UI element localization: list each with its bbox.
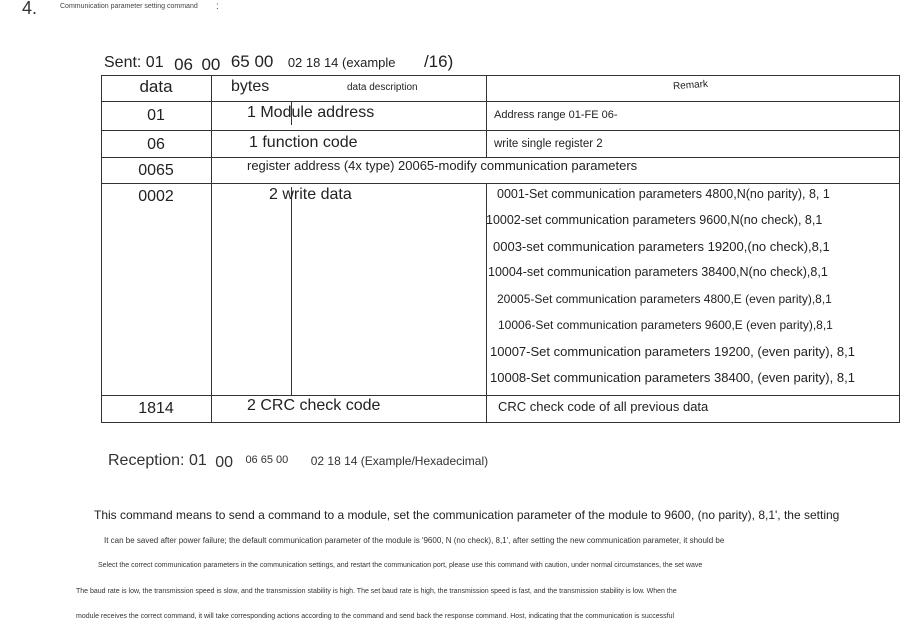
table-border-top	[101, 75, 900, 76]
write-data-remark: 10007-Set communication parameters 19200, (even parity), 8,1	[490, 344, 855, 359]
row-remark-cell: Address range 01-FE 06-	[494, 109, 618, 121]
sent-byte-00: 00	[201, 55, 221, 74]
reception-rest: 02 18 14 (Example/Hexadecimal)	[310, 454, 489, 468]
explanation-line: The baud rate is low, the transmission speed is slow, and the transmission stability is high. The set baud rate is high, the transmission speed is fast, and the transmission stability is low. When the	[76, 588, 677, 595]
row-remark-cell: CRC check code of all previous data	[498, 399, 709, 414]
section-number: 4.	[22, 0, 38, 18]
header-bytes: bytes	[231, 78, 270, 95]
row-data-cell: 06	[147, 136, 165, 153]
table-row-divider	[101, 130, 900, 131]
explanation-line: module receives the correct command, it will take corresponding actions according to the command and send back the response command. Host, indicating that the communication is successful	[76, 613, 675, 620]
write-data-remark: 10006-Set communication parameters 9600,E (even parity),8,1	[498, 318, 833, 332]
explanation-line: Select the correct communication parameters in the communication settings, and restart the communication port, please use this command with caution, under normal circumstances, the set wave	[98, 562, 703, 569]
row-data-cell: 0065	[138, 162, 174, 179]
section-title: Communication parameter setting command	[60, 3, 198, 10]
row-remark-cell: write single register 2	[494, 138, 603, 150]
write-data-remark: 0003-set communication parameters 19200,(no check),8,1	[493, 239, 830, 254]
header-data: data	[139, 77, 173, 96]
table-row-divider	[101, 183, 900, 184]
sent-prefix: Sent: 01	[104, 54, 164, 71]
sent-command-line	[104, 52, 453, 72]
header-remark: Remark	[672, 78, 709, 93]
row-data-cell: 0002	[138, 188, 174, 205]
write-data-remark: 10008-Set communication parameters 38400, (even parity), 8,1	[490, 370, 855, 385]
sent-function-byte: 06	[174, 55, 193, 74]
table-col-divider	[211, 75, 212, 423]
table-row-divider	[101, 395, 900, 396]
sent-suffix: /16)	[423, 52, 454, 71]
write-data-remark: 10004-set communication parameters 38400,N(no check),8,1	[488, 265, 828, 279]
reception-register-bytes: 06 65 00	[245, 454, 289, 466]
explanation-line: It can be saved after power failure; the default communication parameter of the module is '9600, N (no check), 8,1', after setting the new communication parameter, it should be	[104, 536, 725, 545]
explanation-line: This command means to send a command to a module, set the communication parameter of the module to 9600, (no parity), 8,1', the setting	[94, 508, 840, 522]
row-bytes-cell: 2 write data	[269, 186, 352, 203]
write-data-remark: 0001-Set communication parameters 4800,N(no parity), 8, 1	[497, 187, 830, 201]
table-border-right	[899, 75, 900, 423]
table-header-divider	[101, 101, 900, 102]
row-data-cell: 1814	[138, 400, 174, 417]
row-data-cell: 01	[147, 107, 165, 124]
row-bytes-cell: 2 CRC check code	[247, 397, 381, 414]
table-tick	[291, 187, 292, 395]
section-colon: :	[216, 1, 219, 12]
table-border-bottom	[101, 422, 900, 423]
row-bytes-cell: 1 Module address	[247, 104, 375, 121]
reception-line	[108, 452, 488, 470]
table-col-divider	[486, 75, 487, 157]
reception-byte-00: 00	[215, 454, 233, 471]
sent-rest: 02 18 14 (example	[287, 55, 396, 70]
row-bytes-cell: register address (4x type) 20065-modify communication parameters	[247, 158, 638, 173]
sent-register-bytes: 65 00	[230, 52, 274, 71]
header-description: data description	[347, 82, 418, 93]
write-data-remark: 20005-Set communication parameters 4800,E (even parity),8,1	[497, 292, 832, 306]
reception-prefix: Reception: 01	[108, 452, 207, 469]
write-data-remark: 10002-set communication parameters 9600,N(no check), 8,1	[486, 213, 823, 227]
table-border-left	[101, 75, 102, 423]
row-bytes-cell: 1 function code	[249, 134, 358, 151]
command-table	[101, 75, 900, 423]
